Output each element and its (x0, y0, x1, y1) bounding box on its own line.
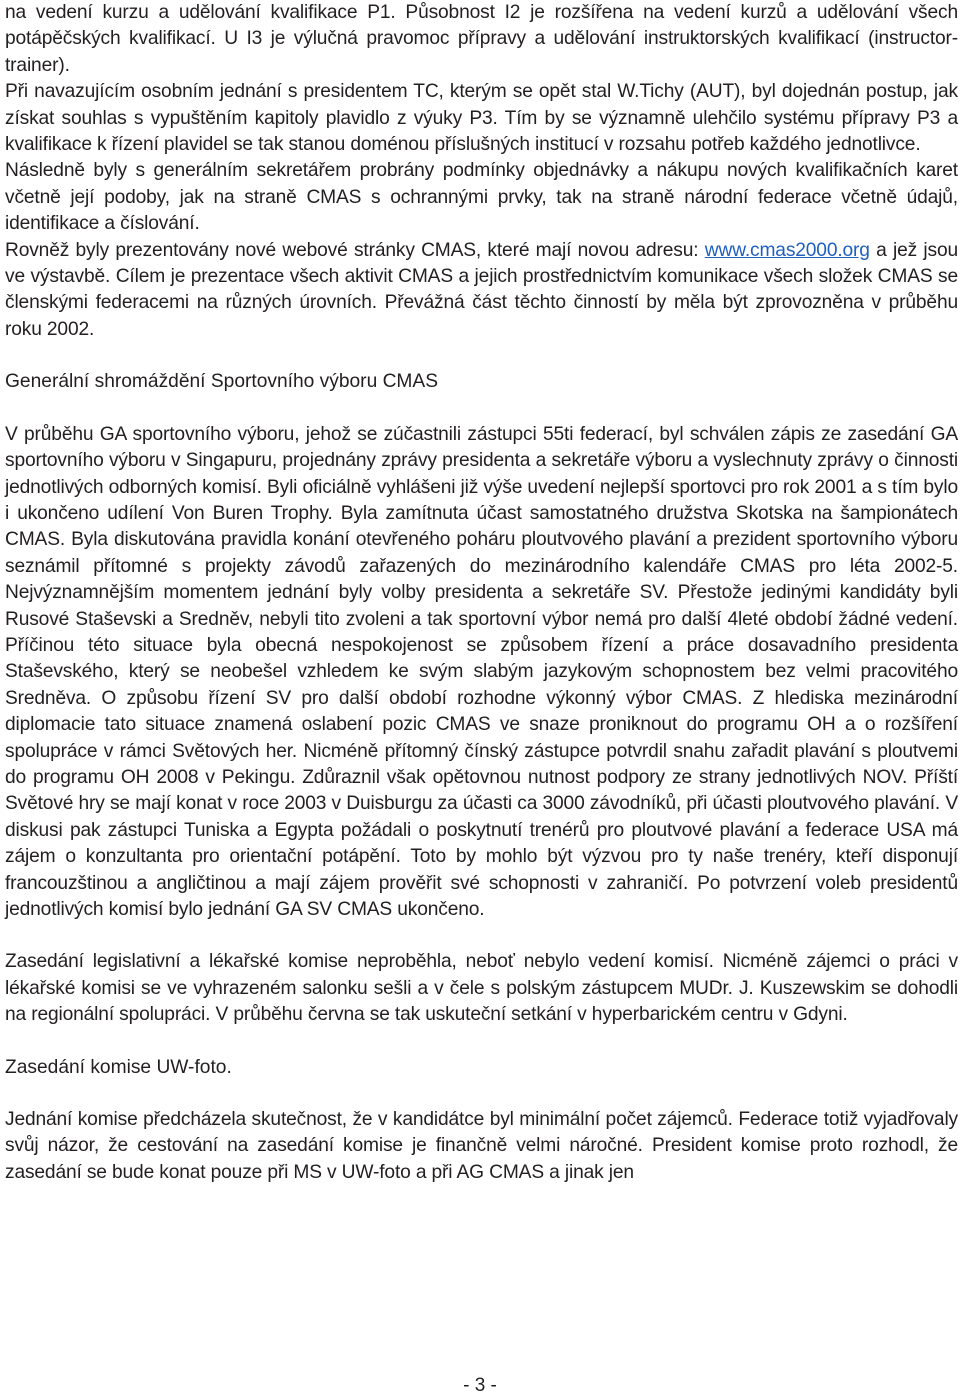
spacer (5, 396, 958, 422)
document-page (5, 0, 958, 1186)
paragraph-uw-foto: Jednání komise předcházela skutečnost, že v kandidátce byl minimální počet zájemců. Federace totiž vyjadřovaly svůj názor, že cestování na zasedání komise je finančně velmi náročné. President komise proto rozhodl, že zasedání se bude konat pouze při MS v UW-foto a při AG CMAS a jinak jen (5, 1109, 958, 1183)
paragraph-qualifications: na vedení kurzu a udělování kvalifikace P1. Působnost I2 je rozšířena na vedení kurzů a udělování všech potápěčských kvalifikací. U I3 je výlučná pravomoc přípravy a udělování instruktorských kvalifikací (instructor-trainer). (5, 2, 958, 76)
paragraph-website (5, 238, 958, 344)
paragraph-tc-meeting: Při navazujícím osobním jednání s presidentem TC, kterým se opět stal W.Tichy (AUT), byl dojednán postup, jak získat souhlas s vypuštěním kapitoly plavidlo z výuky P3. Tím by se významně ulehčilo systému přípravy P3 a kvalifikace k řízení plavidel se tak stanou doménou příslušných institucí v rozsahu potřeb každého jednotlivce. (5, 81, 958, 156)
website-text-before: Rovněž byly prezentovány nové webové stránky CMAS, které mají novou adresu: (5, 239, 705, 261)
paragraph-legislative-medical: Zasedání legislativní a lékařské komise neproběhla, neboť nebylo vedení komisí. Nicméně zájemci o práci v lékařské komisi se ve vyhrazeném salonku sešli a v čele s polským zástupcem MUDr. J. Kuszewskim se dohodli na regionální spolupráci. V průběhu června se tak uskuteční setkání v hyperbarickém centru v Gdyni. (5, 951, 958, 1026)
paragraph-qualification-cards: Následně byly s generálním sekretářem probrány podmínky objednávky a nákupu nových kvalifikačních karet včetně její podoby, jak na straně CMAS s ochrannými prvky, tak na straně národní federace včetně údajů, identifikace a číslování. (5, 160, 958, 235)
cmas-website-link[interactable]: www.cmas2000.org (704, 239, 870, 261)
page-number: - 3 - (463, 1375, 497, 1396)
spacer (5, 1081, 958, 1107)
spacer (5, 343, 958, 369)
spacer (5, 1029, 958, 1055)
website-text-after: a jež jsou ve výstavbě. Cílem je prezentace všech aktivit CMAS a jejich prostřednictvím komunikace všech složek CMAS se členskými federacemi na různých úrovních. Převážná část těchto činností by měla být zprovozněna v průběhu roku 2002. (5, 239, 958, 340)
heading-sports-committee-ga: Generální shromáždění Sportovního výboru CMAS (5, 371, 439, 393)
spacer (5, 923, 958, 949)
paragraph-sports-committee-ga: V průběhu GA sportovního výboru, jehož se zúčastnili zástupci 55ti federací, byl schválen zápis ze zasedání GA sportovního výboru v Singapuru, projednány zprávy presidenta a sekretáře výboru a vyslechnuty zprávy o činnosti jednotlivých odborných komisí. Byli oficiálně vyhlášeni již výše uvedení nejlepší sportovci pro rok 2001 a s tím bylo i ukončeno udílení Von Buren Trophy. Byla zamítnuta účast samostatného družstva Skotska na šampionátech CMAS. Byla diskutována pravidla konání otevřeného poháru ploutvového plavání a prezident sportovního výboru seznámil přítomné s projekty závodů zařazených do mezinárodního kalendáře CMAS pro léta 2002-5. Nejvýznamnějším momentem jednání byly volby presidenta a sekretáře SV. Přestože jedinými kandidáty byli Rusové Staševski a Sredněv, nebyli tito zvoleni a tak sportovní výbor nemá pro další 4leté období žádné vedení. Příčinou této situace byla obecná nespokojenost se způsobem řízení a práce dosavadního presidenta Staševského, který se neobešel vzhledem ke svým slabým jazykovým schopnostem bez velmi pracovitého Sredněva. O způsobu řízení SV pro další období rozhodne výkonný výbor CMAS. Z hlediska mezinárodní diplomacie tato situace znamená oslabení pozic CMAS ve snaze proniknout do programu OH a o rozšíření spolupráce v rámci Světových her. Nicméně přítomný čínský zástupce potvrdil snahu zařadit plavání s ploutvemi do programu OH 2008 v Pekingu. Zdůraznil však opětovnou nutnost podpory ze strany jednotlivých NOV. Příští Světové hry se mají konat v roce 2003 v Duisburgu za účasti ca 3000 závodníků, při účasti ploutvového plavání. V diskusi pak zástupci Tuniska a Egypta požádali o poskytnutí trenérů pro ploutvové plavání a federace USA má zájem o konzultanta pro orientační potápění. Toto by mohlo být výzvou pro ty naše trenéry, kteří disponují francouzštinou a angličtinou a mají zájem prověřit své schopnosti v zahraničí. Po potvrzení voleb presidentů jednotlivých komisí bylo jednání GA SV CMAS ukončeno. (5, 423, 958, 920)
heading-uw-foto: Zasedání komise UW-foto. (5, 1056, 232, 1078)
